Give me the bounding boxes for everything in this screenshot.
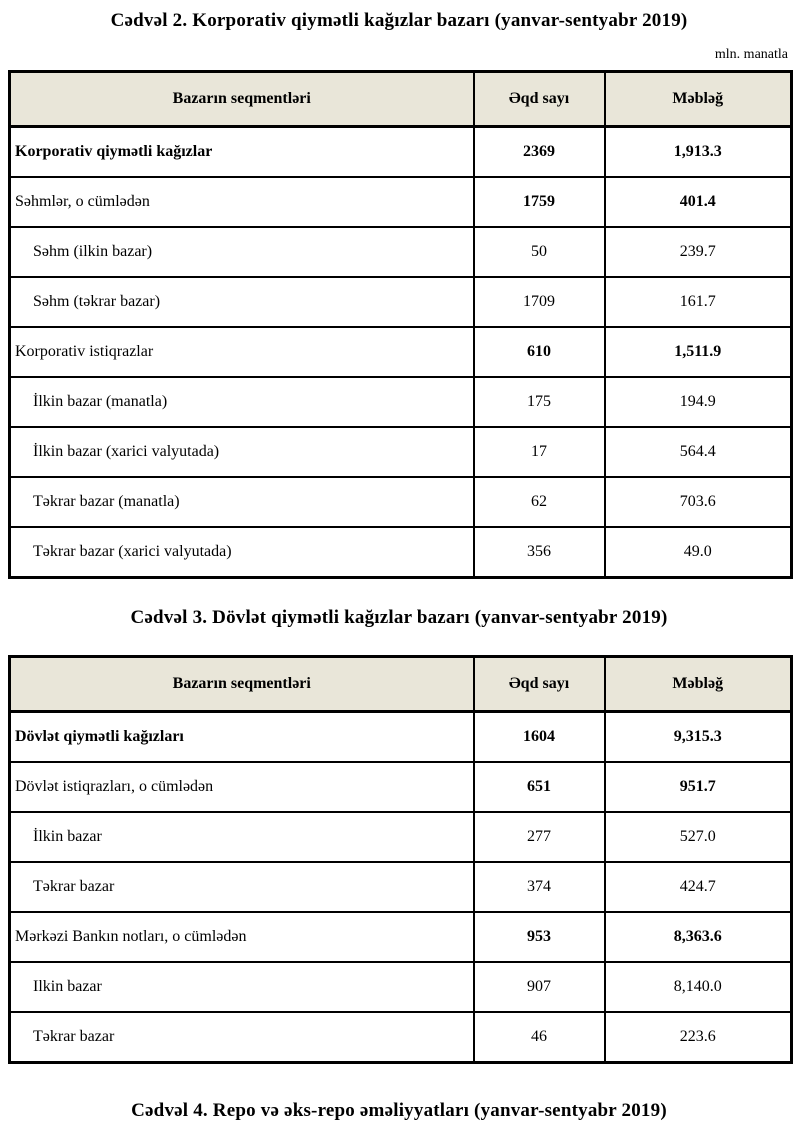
table-row bbox=[10, 227, 792, 277]
unit-note: mln. manatla bbox=[714, 47, 788, 62]
amount-cell: 1,913.3 bbox=[605, 127, 792, 178]
segment-cell: Mərkəzi Bankın notları, o cümlədən bbox=[10, 912, 474, 962]
deal-count-cell: 50 bbox=[474, 227, 605, 277]
segment-cell: Korporativ istiqrazlar bbox=[10, 327, 474, 377]
segment-cell: İlkin bazar (manatla) bbox=[10, 377, 474, 427]
column-header-segments: Bazarın seqmentləri bbox=[10, 657, 474, 712]
segment-cell: Səhm (təkrar bazar) bbox=[10, 277, 474, 327]
table3-title: Cədvəl 3. Dövlət qiymətli kağızlar bazarı (yanvar-sentyabr 2019) bbox=[130, 607, 668, 628]
amount-cell: 1,511.9 bbox=[605, 327, 792, 377]
segment-cell: Ilkin bazar bbox=[10, 962, 474, 1012]
table2-title: Cədvəl 2. Korporativ qiymətli kağızlar bazarı (yanvar-sentyabr 2019) bbox=[110, 10, 688, 31]
amount-cell: 49.0 bbox=[605, 527, 792, 578]
deal-count-cell: 277 bbox=[474, 812, 605, 862]
deal-count-cell: 62 bbox=[474, 477, 605, 527]
table-row bbox=[10, 962, 792, 1012]
deal-count-cell: 1759 bbox=[474, 177, 605, 227]
deal-count-cell: 1709 bbox=[474, 277, 605, 327]
deal-count-cell: 610 bbox=[474, 327, 605, 377]
deal-count-cell: 2369 bbox=[474, 127, 605, 178]
table-row bbox=[10, 427, 792, 477]
amount-cell: 161.7 bbox=[605, 277, 792, 327]
table-row bbox=[10, 1012, 792, 1063]
segment-cell: Təkrar bazar bbox=[10, 1012, 474, 1063]
column-header-deal-count: Əqd sayı bbox=[474, 657, 605, 712]
segment-cell: Dövlət istiqrazları, o cümlədən bbox=[10, 762, 474, 812]
amount-cell: 401.4 bbox=[605, 177, 792, 227]
amount-cell: 239.7 bbox=[605, 227, 792, 277]
segment-cell: Korporativ qiymətli kağızlar bbox=[10, 127, 474, 178]
column-header-deal-count: Əqd sayı bbox=[474, 72, 605, 127]
table4-title: Cədvəl 4. Repo və əks-repo əməliyyatları (yanvar-sentyabr 2019) bbox=[131, 1100, 667, 1121]
segment-cell: Təkrar bazar (manatla) bbox=[10, 477, 474, 527]
amount-cell: 194.9 bbox=[605, 377, 792, 427]
government-securities-table bbox=[8, 655, 793, 1064]
amount-cell: 703.6 bbox=[605, 477, 792, 527]
table-row bbox=[10, 862, 792, 912]
table-row bbox=[10, 912, 792, 962]
table-row bbox=[10, 812, 792, 862]
amount-cell: 527.0 bbox=[605, 812, 792, 862]
corporate-securities-table bbox=[8, 70, 793, 579]
amount-cell: 9,315.3 bbox=[605, 712, 792, 763]
deal-count-cell: 175 bbox=[474, 377, 605, 427]
table-row bbox=[10, 327, 792, 377]
amount-cell: 8,140.0 bbox=[605, 962, 792, 1012]
table-row bbox=[10, 177, 792, 227]
amount-cell: 424.7 bbox=[605, 862, 792, 912]
column-header-amount: Məbləğ bbox=[605, 657, 792, 712]
header-row bbox=[10, 657, 792, 712]
header-row bbox=[10, 72, 792, 127]
amount-cell: 564.4 bbox=[605, 427, 792, 477]
table-row bbox=[10, 527, 792, 578]
table-row bbox=[10, 377, 792, 427]
segment-cell: İlkin bazar bbox=[10, 812, 474, 862]
segment-cell: İlkin bazar (xarici valyutada) bbox=[10, 427, 474, 477]
amount-cell: 8,363.6 bbox=[605, 912, 792, 962]
column-header-segments: Bazarın seqmentləri bbox=[10, 72, 474, 127]
deal-count-cell: 1604 bbox=[474, 712, 605, 763]
table-row bbox=[10, 712, 792, 763]
table-row bbox=[10, 277, 792, 327]
deal-count-cell: 17 bbox=[474, 427, 605, 477]
segment-cell: Dövlət qiymətli kağızları bbox=[10, 712, 474, 763]
column-header-amount: Məbləğ bbox=[605, 72, 792, 127]
deal-count-cell: 46 bbox=[474, 1012, 605, 1063]
table-row bbox=[10, 477, 792, 527]
deal-count-cell: 374 bbox=[474, 862, 605, 912]
segment-cell: Səhmlər, o cümlədən bbox=[10, 177, 474, 227]
table-row bbox=[10, 127, 792, 178]
deal-count-cell: 651 bbox=[474, 762, 605, 812]
amount-cell: 223.6 bbox=[605, 1012, 792, 1063]
amount-cell: 951.7 bbox=[605, 762, 792, 812]
segment-cell: Təkrar bazar bbox=[10, 862, 474, 912]
segment-cell: Təkrar bazar (xarici valyutada) bbox=[10, 527, 474, 578]
deal-count-cell: 907 bbox=[474, 962, 605, 1012]
table-row bbox=[10, 762, 792, 812]
deal-count-cell: 356 bbox=[474, 527, 605, 578]
segment-cell: Səhm (ilkin bazar) bbox=[10, 227, 474, 277]
deal-count-cell: 953 bbox=[474, 912, 605, 962]
